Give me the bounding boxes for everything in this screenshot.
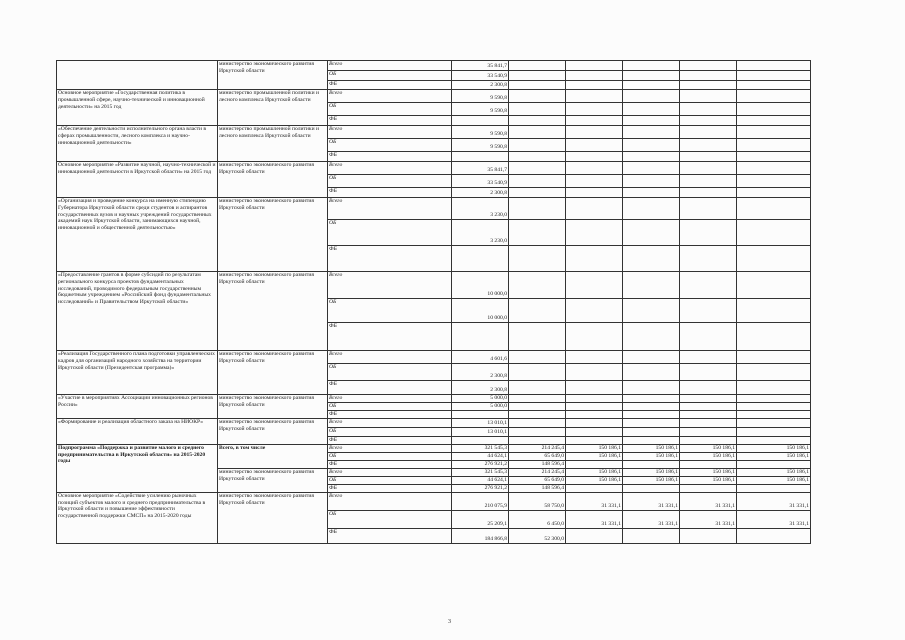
value-cell [566,299,623,323]
funding-source-cell: Всего [328,90,452,103]
funding-source-cell: ОБ [328,403,452,411]
funding-source-cell: Всего [328,492,452,510]
value-cell: 276 921,2 [452,460,509,468]
value-cell [566,103,623,116]
value-cell [680,484,737,492]
funding-source-cell: ФБ [328,381,452,395]
value-cell [623,351,680,364]
value-cell [623,116,680,126]
value-cell [566,81,623,90]
value-cell [566,272,623,299]
funding-source-cell: Всего [328,395,452,403]
value-cell [509,116,566,126]
value-cell [566,61,623,71]
value-cell [680,103,737,116]
value-cell: 9 590,8 [452,139,509,152]
value-cell: 150 186,1 [623,452,680,460]
value-cell [680,395,737,403]
value-cell [509,152,566,162]
executor-cell: министерство экономического развития Иркутской области [218,272,328,351]
executor-cell: министерство экономического развития Иркутской области [218,418,328,444]
value-cell [509,411,566,419]
value-cell [623,90,680,103]
value-cell: 13 010,1 [452,418,509,427]
value-cell [680,152,737,162]
value-cell [509,299,566,323]
value-cell [566,411,623,419]
value-cell: 31 331,1 [737,510,811,528]
value-cell: 2 300,8 [452,381,509,395]
value-cell [680,323,737,351]
funding-source-cell: Всего [328,126,452,139]
value-cell: 65 649,0 [509,452,566,460]
budget-table [56,60,811,544]
funding-source-cell: Всего [328,162,452,175]
value-cell [737,460,811,468]
value-cell [509,188,566,198]
value-cell [509,323,566,351]
value-cell [737,198,811,220]
value-cell: 9 590,8 [452,126,509,139]
value-cell [623,381,680,395]
value-cell [623,323,680,351]
value-cell [680,364,737,381]
value-cell [680,381,737,395]
value-cell [737,71,811,81]
funding-source-cell: ОБ [328,452,452,460]
value-cell: 10 000,0 [452,272,509,299]
value-cell [566,323,623,351]
value-cell [680,81,737,90]
value-cell: 44 624,1 [452,452,509,460]
value-cell [509,381,566,395]
value-cell [737,299,811,323]
value-cell [509,175,566,188]
value-cell: 150 186,1 [623,476,680,484]
value-cell: 65 649,0 [509,476,566,484]
executor-cell: министерство экономического развития Иркутской области [218,351,328,395]
value-cell [737,395,811,403]
value-cell [737,427,811,436]
value-cell [566,427,623,436]
program-name-cell: Основное мероприятие «Государственная политика в промышленной сфере, научно-технической и инновационной деятельности» на 2015 год [57,90,218,126]
value-cell: 33 540,9 [452,175,509,188]
table-row [57,126,811,139]
funding-source-cell: ФБ [328,246,452,272]
funding-source-cell: ОБ [328,427,452,436]
table-row [57,492,811,510]
funding-source-cell: ФБ [328,152,452,162]
value-cell: 150 186,1 [680,444,737,452]
value-cell [509,395,566,403]
value-cell [452,152,509,162]
funding-source-cell: ФБ [328,323,452,351]
executor-cell: министерство экономического развития Иркутской области [218,395,328,419]
value-cell [680,528,737,543]
value-cell [566,116,623,126]
value-cell [737,484,811,492]
executor-cell: министерство экономического развития Иркутской области [218,492,328,543]
program-name-cell: Основное мероприятие «Содействие усилению рыночных позиций субъектов малого и среднего предпринимательства в Иркутской области и повышение эффективности государственной поддержки СМСП» на 2015-2020 годы [57,492,218,543]
funding-source-cell: ФБ [328,116,452,126]
value-cell [737,528,811,543]
value-cell: 150 186,1 [680,476,737,484]
value-cell: 4 601,6 [452,351,509,364]
value-cell [737,61,811,71]
value-cell: 276 921,2 [452,484,509,492]
value-cell [566,528,623,543]
funding-source-cell: ФБ [328,528,452,543]
value-cell [452,246,509,272]
value-cell [566,152,623,162]
value-cell: 31 331,1 [566,492,623,510]
value-cell [623,427,680,436]
value-cell: 44 624,1 [452,476,509,484]
funding-source-cell: ОБ [328,364,452,381]
value-cell [509,162,566,175]
value-cell [623,175,680,188]
value-cell: 9 590,8 [452,103,509,116]
value-cell: 150 186,1 [737,476,811,484]
value-cell [623,364,680,381]
value-cell: 150 186,1 [566,468,623,476]
table-row [57,61,811,71]
value-cell [623,139,680,152]
table-row [57,444,811,452]
value-cell [737,418,811,427]
value-cell: 184 866,8 [452,528,509,543]
value-cell [623,103,680,116]
value-cell [680,61,737,71]
value-cell [623,152,680,162]
value-cell [680,436,737,444]
value-cell: 2 300,8 [452,364,509,381]
value-cell: 3 230,0 [452,220,509,246]
value-cell: 31 331,1 [623,492,680,510]
value-cell [566,198,623,220]
value-cell [509,103,566,116]
value-cell: 150 186,1 [737,452,811,460]
value-cell: 31 331,1 [566,510,623,528]
value-cell [623,299,680,323]
value-cell [623,395,680,403]
program-name-cell: Подпрограмма «Поддержка и развитие малого и среднего предпринимательства в Иркутской области» на 2015-2020 годы [57,444,218,492]
value-cell [680,460,737,468]
value-cell: 150 186,1 [566,452,623,460]
value-cell: 321 545,3 [452,444,509,452]
value-cell: 5 000,0 [452,395,509,403]
value-cell [680,427,737,436]
value-cell [737,381,811,395]
executor-cell: министерство экономического развития Иркутской области [218,61,328,90]
value-cell [509,71,566,81]
funding-source-cell: Всего [328,444,452,452]
funding-source-cell: ОБ [328,220,452,246]
table-row [57,351,811,364]
program-name-cell: «Организация и проведение конкурса на именную стипендию Губернатора Иркутской области среди студентов и аспирантов государственных вузов и научных учреждений государственных академий наук Иркутской области, занимающихся научной, инновационной и общественной деятельностью» [57,198,218,272]
value-cell [623,220,680,246]
value-cell [509,126,566,139]
value-cell: 5 000,0 [452,403,509,411]
value-cell: 148 596,4 [509,460,566,468]
value-cell [737,188,811,198]
value-cell [737,246,811,272]
value-cell [737,272,811,299]
funding-source-cell: ОБ [328,71,452,81]
value-cell: 214 245,4 [509,468,566,476]
value-cell [566,418,623,427]
value-cell: 25 209,1 [452,510,509,528]
value-cell: 150 186,1 [680,468,737,476]
value-cell [737,116,811,126]
value-cell [566,71,623,81]
value-cell [566,162,623,175]
value-cell [680,411,737,419]
program-name-cell: «Участие в мероприятиях Ассоциации инновационных регионов России» [57,395,218,419]
value-cell [737,162,811,175]
funding-source-cell: ОБ [328,299,452,323]
value-cell: 31 331,1 [680,492,737,510]
executor-cell: министерство экономического развития Иркутской области [218,198,328,272]
value-cell [566,436,623,444]
funding-source-cell: ФБ [328,81,452,90]
value-cell [566,395,623,403]
value-cell: 148 596,4 [509,484,566,492]
program-name-cell: «Формирование и реализация областного заказа на НИОКР» [57,418,218,444]
funding-source-cell: ФБ [328,188,452,198]
funding-source-cell: ОБ [328,175,452,188]
value-cell [680,139,737,152]
value-cell [623,528,680,543]
value-cell [623,126,680,139]
value-cell [566,403,623,411]
program-name-cell: «Обеспечение деятельности исполнительного органа власти в сферах промышленности, лесного комплекса и научно-инновационной деятельности» [57,126,218,162]
program-name-cell [57,61,218,90]
value-cell [509,418,566,427]
value-cell [737,411,811,419]
program-name-cell: Основное мероприятие «Развитие научной, научно-технической и инновационной деятельности в Иркутской области» на 2015 год [57,162,218,198]
value-cell: 35 841,7 [452,162,509,175]
funding-source-cell: ОБ [328,476,452,484]
value-cell [680,272,737,299]
value-cell [566,484,623,492]
value-cell [509,351,566,364]
value-cell [623,460,680,468]
value-cell [452,116,509,126]
value-cell [509,427,566,436]
value-cell [623,81,680,90]
funding-source-cell: ОБ [328,103,452,116]
funding-source-cell: Всего [328,61,452,71]
executor-cell: Всего, в том числе [218,444,328,468]
value-cell [509,364,566,381]
value-cell: 2 300,8 [452,81,509,90]
value-cell [680,162,737,175]
value-cell [623,484,680,492]
value-cell: 31 331,1 [737,492,811,510]
funding-source-cell: ОБ [328,139,452,152]
value-cell [680,351,737,364]
value-cell [623,246,680,272]
program-name-cell: «Предоставление грантов в форме субсидий по результатам регионального конкурса проектов фундаментальных исследований, проводимого федеральным государственным бюджетным учреждением «Российский фонд фундаментальных исследований» и Правительством Иркутской области» [57,272,218,351]
value-cell [623,272,680,299]
program-name-cell: «Реализация Государственного плана подготовки управленческих кадров для организаций народного хозяйства на территории Иркутской области (Президентская программа)» [57,351,218,395]
value-cell: 150 186,1 [623,468,680,476]
value-cell: 150 186,1 [566,476,623,484]
executor-cell: министерство промышленной политики и лесного комплекса Иркутской области [218,90,328,126]
value-cell: 9 590,8 [452,90,509,103]
value-cell [509,436,566,444]
value-cell [680,116,737,126]
value-cell [623,198,680,220]
executor-cell: министерство экономического развития Иркутской области [218,468,328,492]
value-cell: 33 540,9 [452,71,509,81]
value-cell [680,246,737,272]
value-cell [680,90,737,103]
table-row [57,162,811,175]
funding-source-cell: ОБ [328,510,452,528]
table-row [57,418,811,427]
executor-cell: министерство экономического развития Иркутской области [218,162,328,198]
value-cell [509,198,566,220]
value-cell [509,220,566,246]
value-cell [737,175,811,188]
value-cell: 210 075,9 [452,492,509,510]
value-cell [737,152,811,162]
executor-cell: министерство промышленной политики и лесного комплекса Иркутской области [218,126,328,162]
value-cell [680,403,737,411]
value-cell: 10 000,0 [452,299,509,323]
funding-source-cell: Всего [328,418,452,427]
value-cell [737,103,811,116]
value-cell [623,411,680,419]
value-cell: 35 841,7 [452,61,509,71]
funding-source-cell: Всего [328,351,452,364]
table-row [57,90,811,103]
value-cell [737,81,811,90]
funding-source-cell: Всего [328,272,452,299]
value-cell [566,246,623,272]
value-cell [623,71,680,81]
page-number: 3 [448,619,451,625]
value-cell [737,436,811,444]
value-cell: 52 300,0 [509,528,566,543]
value-cell: 321 545,3 [452,468,509,476]
value-cell [680,126,737,139]
value-cell [566,139,623,152]
value-cell [452,436,509,444]
value-cell [566,126,623,139]
funding-source-cell: Всего [328,198,452,220]
value-cell [623,188,680,198]
value-cell [509,139,566,152]
value-cell: 13 010,1 [452,427,509,436]
value-cell [509,272,566,299]
value-cell [509,90,566,103]
value-cell [737,323,811,351]
funding-source-cell: ФБ [328,484,452,492]
funding-source-cell: ФБ [328,460,452,468]
value-cell [566,90,623,103]
value-cell: 150 186,1 [737,468,811,476]
value-cell [680,418,737,427]
value-cell: 6 450,0 [509,510,566,528]
value-cell [737,220,811,246]
value-cell [737,364,811,381]
value-cell: 150 186,1 [623,444,680,452]
value-cell: 150 186,1 [737,444,811,452]
value-cell [509,81,566,90]
value-cell: 214 245,4 [509,444,566,452]
value-cell [737,139,811,152]
value-cell: 150 186,1 [566,444,623,452]
value-cell [623,403,680,411]
value-cell [680,220,737,246]
funding-source-cell: ФБ [328,411,452,419]
value-cell [566,351,623,364]
funding-source-cell: Всего [328,468,452,476]
value-cell: 2 300,8 [452,188,509,198]
table-row [57,395,811,403]
value-cell [566,188,623,198]
value-cell [737,403,811,411]
value-cell: 31 331,1 [680,510,737,528]
value-cell: 58 750,0 [509,492,566,510]
value-cell [623,162,680,175]
value-cell: 31 331,1 [623,510,680,528]
value-cell [566,220,623,246]
value-cell [680,175,737,188]
value-cell: 3 230,0 [452,198,509,220]
value-cell [680,299,737,323]
value-cell [737,126,811,139]
value-cell [566,364,623,381]
value-cell [680,71,737,81]
value-cell [623,418,680,427]
value-cell [623,436,680,444]
value-cell [623,61,680,71]
value-cell: 150 186,1 [680,452,737,460]
table-row [57,272,811,299]
value-cell [680,198,737,220]
value-cell [737,90,811,103]
table-body [57,61,811,544]
value-cell [509,246,566,272]
value-cell [566,175,623,188]
value-cell [566,460,623,468]
value-cell [737,351,811,364]
value-cell [452,411,509,419]
value-cell [509,61,566,71]
value-cell [680,188,737,198]
funding-source-cell: ФБ [328,436,452,444]
value-cell [452,323,509,351]
value-cell [566,381,623,395]
value-cell [509,403,566,411]
table-row [57,198,811,220]
